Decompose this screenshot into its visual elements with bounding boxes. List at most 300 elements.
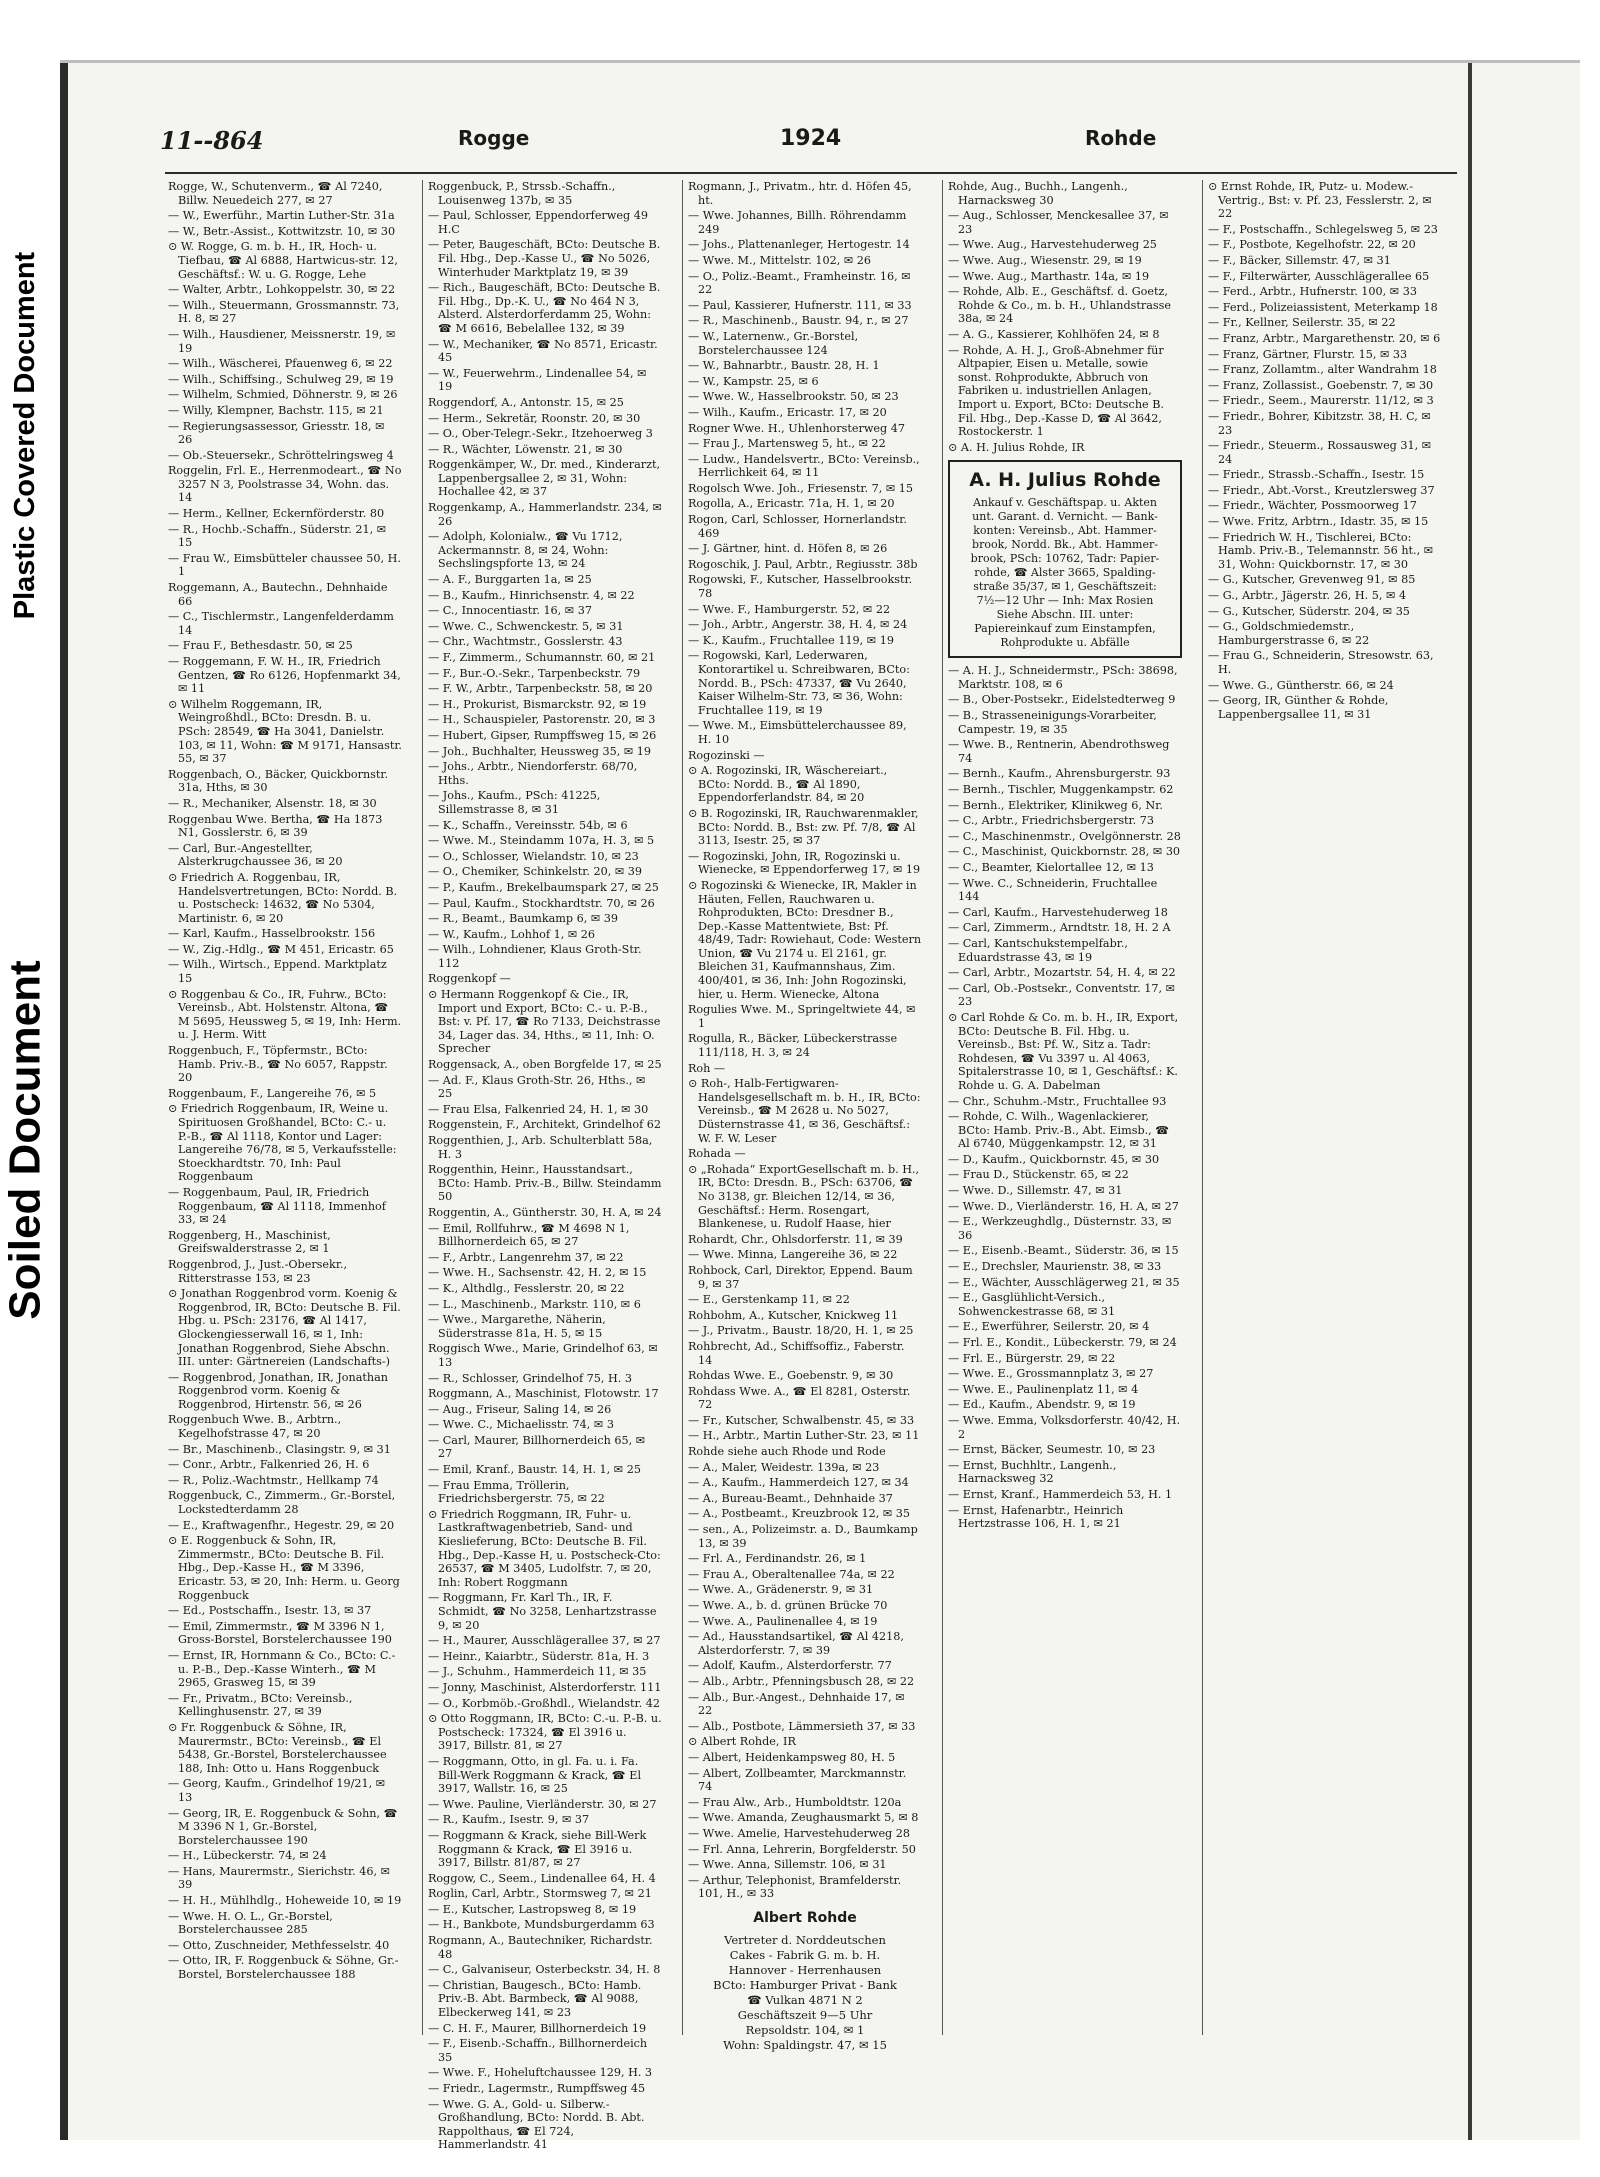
directory-entry: — F., Bäcker, Sillemstr. 47, ✉ 31 — [1208, 253, 1391, 267]
directory-entry: — Franz, Gärtner, Flurstr. 15, ✉ 33 — [1208, 347, 1408, 361]
directory-entry: — Frau A., Oberaltenallee 74a, ✉ 22 — [688, 1567, 895, 1581]
advert-line: BCto: Hamburger Privat - Bank — [713, 1977, 897, 1992]
directory-entry: ⊙ Otto Roggmann, IR, BCto: C.-u. P.-B. u. Postscheck: 17324, ☎ El 3916 u. 3917, Billstr. 81, ✉ 27 — [428, 1712, 662, 1753]
directory-entry: Rohbrecht, Ad., Schiffsoffiz., Faberstr. 14 — [688, 1339, 905, 1367]
directory-entry: — Friedr., Steuerm., Rossausweg 31, ✉ 24 — [1208, 439, 1432, 466]
directory-entry: Rogmann, J., Privatm., htr. d. Höfen 45, ht. — [688, 180, 912, 207]
directory-entry: — C., Maschinist, Quickbornstr. 28, ✉ 30 — [948, 845, 1181, 859]
page-margin-right — [1468, 60, 1580, 2140]
directory-entry: — Georg, Kaufm., Grindelhof 19/21, ✉ 13 — [168, 1777, 386, 1804]
soiled-document-label: Soiled Document — [0, 880, 52, 1400]
directory-entry: Roggenkamp, A., Hammerlandstr. 234, ✉ 26 — [428, 501, 662, 528]
directory-entry: — B., Kaufm., Hinrichsenstr. 4, ✉ 22 — [428, 588, 635, 602]
directory-entry: — A., Maler, Weidestr. 139a, ✉ 23 — [688, 1460, 880, 1474]
advert-box-line: konten: Vereinsb., Abt. Hammer- — [973, 524, 1157, 538]
directory-entry: — Wwe. M., Eimsbüttelerchaussee 89, H. 10 — [688, 719, 907, 746]
directory-entry: — Wwe. A., Paulinenallee 4, ✉ 19 — [688, 1614, 878, 1628]
directory-entry: — Johs., Arbtr., Niendorferstr. 68/70, Hths. — [428, 760, 638, 787]
directory-entry: — Wwe. M., Mittelstr. 102, ✉ 26 — [688, 253, 871, 267]
directory-entry: — Carl, Zimmerm., Arndtstr. 18, H. 2 A — [948, 921, 1171, 935]
directory-entry: — Johs., Kaufm., PSch: 41225, Sillemstrasse 8, ✉ 31 — [428, 789, 601, 816]
directory-entry: — W., Betr.-Assist., Kottwitzstr. 10, ✉ 30 — [168, 224, 396, 238]
directory-entry: — C., Beamter, Kielortallee 12, ✉ 13 — [948, 861, 1154, 874]
directory-entry: — Wwe. D., Vierländerstr. 16, H. A, ✉ 27 — [948, 1199, 1179, 1213]
directory-entry: — Wwe. Amelie, Harvestehuderweg 28 — [688, 1826, 911, 1840]
directory-entry: — Adolph, Kolonialw., ☎ Vu 1712, Ackermannstr. 8, ✉ 24, Wohn: Sechslingspforte 13, ✉ 24 — [428, 530, 623, 571]
directory-entry: — H., Lübeckerstr. 74, ✉ 24 — [168, 1849, 327, 1863]
directory-entry: — Wwe. Aug., Wiesenstr. 29, ✉ 19 — [948, 253, 1142, 267]
directory-entry: — E., Kraftwagenfhr., Hegestr. 29, ✉ 20 — [168, 1518, 395, 1532]
directory-entry: — Wwe. Johannes, Billh. Röhrendamm 249 — [688, 209, 907, 236]
directory-entry: Roggenstein, F., Architekt, Grindelhof 62 — [428, 1118, 662, 1132]
directory-entry: Rogulla, R., Bäcker, Lübeckerstrasse 111/118, H. 3, ✉ 24 — [688, 1032, 898, 1060]
directory-entry: Rohardt, Chr., Ohlsdorferstr. 11, ✉ 39 — [688, 1232, 903, 1246]
directory-entry: — Ludw., Handelsvertr., BCto: Vereinsb., Herrlichkeit 64, ✉ 11 — [688, 452, 920, 480]
directory-entry: Roggenbach, O., Bäcker, Quickbornstr. 31a, Hths, ✉ 30 — [168, 767, 389, 795]
directory-entry: — Wwe., Margarethe, Näherin, Süderstrasse 81a, H. 5, ✉ 15 — [428, 1313, 606, 1340]
directory-entry: — H., Schauspieler, Pastorenstr. 20, ✉ 3 — [428, 713, 656, 727]
directory-entry: — E., Eisenb.-Beamt., Süderstr. 36, ✉ 15 — [948, 1244, 1179, 1258]
directory-entry: — E., Ewerführer, Seilerstr. 20, ✉ 4 — [948, 1320, 1150, 1334]
directory-entry: — Wilh., Wäscherei, Pfauenweg 6, ✉ 22 — [168, 357, 393, 371]
advert-box-line: 7½—12 Uhr — Inh: Max Rosien — [976, 594, 1154, 608]
directory-entry: — Wwe. Aug., Harvestehuderweg 25 — [948, 238, 1157, 252]
directory-entry: ⊙ Rogozinski & Wienecke, IR, Makler in Häuten, Fellen, Rauchwaren u. Rohprodukten, BCto: Dresdner B., Dep.-Kasse Mattentwiete, Bst: Pf. 48/49, Tadr: Rowiehaut, Code: Western Union, ☎ Vu 2174 u. El 2161, gr. Bleichen 31, Kaufmannshaus, Zim. 400/401, ✉ 36, Inh: John Rogozinski, hier, u. Herm. Wienecke, Altona — [688, 878, 922, 1001]
directory-entry: — Frl. E., Bürgerstr. 29, ✉ 22 — [948, 1351, 1116, 1365]
advert-box-line: unt. Garant. d. Vernicht. — Bank- — [972, 510, 1158, 524]
directory-entry: — Wilhelm, Schmied, Döhnerstr. 9, ✉ 26 — [168, 388, 398, 402]
directory-entry: — Emil, Zimmermstr., ☎ M 3396 N 1, Gross-Borstel, Borstelerchaussee 190 — [168, 1619, 392, 1647]
directory-entry: — Paul, Kaufm., Stockhardtstr. 70, ✉ 26 — [428, 896, 655, 910]
directory-entry: — O., Chemiker, Schinkelstr. 20, ✉ 39 — [428, 865, 643, 879]
directory-entry: — Friedr., Lagermstr., Rumpffsweg 45 — [428, 2082, 646, 2095]
advert-line: Wohn: Spaldingstr. 47, ✉ 15 — [723, 2037, 887, 2052]
directory-entry: — Wwe. Emma, Volksdorferstr. 40/42, H. 2 — [948, 1413, 1181, 1441]
directory-entry: Roggemann, A., Bautechn., Dehnhaide 66 — [168, 581, 388, 608]
directory-column-3 — [688, 180, 922, 2052]
directory-entry: — Ernst, Bäcker, Seumestr. 10, ✉ 23 — [948, 1443, 1156, 1457]
directory-entry: — G., Kutscher, Grevenweg 91, ✉ 85 — [1208, 573, 1416, 587]
directory-entry: — Frau J., Martensweg 5, ht., ✉ 22 — [688, 437, 886, 451]
directory-entry: — Wwe. C., Schwenckestr. 5, ✉ 31 — [428, 619, 624, 633]
directory-entry: Rogolsch Wwe. Joh., Friesenstr. 7, ✉ 15 — [688, 481, 914, 495]
directory-entry: — W., Zig.-Hdlg., ☎ M 451, Ericastr. 65 — [168, 942, 394, 956]
directory-entry: — Wwe. Amanda, Zeughausmarkt 5, ✉ 8 — [688, 1811, 919, 1825]
directory-entry: — Carl, Ob.-Postsekr., Conventstr. 17, ✉ 23 — [948, 981, 1175, 1009]
advert-box-line: Papiereinkauf zum Einstampfen, — [974, 622, 1156, 636]
directory-entry: Rogmann, A., Bautechniker, Richardstr. 48 — [428, 1934, 653, 1961]
directory-entry: — Roggmann & Krack, siehe Bill-Werk Roggmann & Krack, ☎ El 3916 u. 3917, Billstr. 81/87, ✉ 27 — [428, 1828, 647, 1870]
directory-entry: — Roggenbrod, Jonathan, IR, Jonathan Roggenbrod vorm. Koenig & Roggenbrod, Hirtenstr. 56, ✉ 26 — [168, 1370, 388, 1411]
directory-entry: Rohde siehe auch Rhode und Rode — [688, 1445, 886, 1459]
advert-line: Geschäftszeit 9—5 Uhr — [737, 2007, 873, 2022]
directory-entry: — Frl. A., Ferdinandstr. 26, ✉ 1 — [688, 1552, 867, 1566]
directory-entry: — Joh., Buchhalter, Heussweg 35, ✉ 19 — [428, 744, 652, 758]
header-first-word: Rogge — [458, 126, 530, 150]
directory-entry: — Fr., Kutscher, Schwalbenstr. 45, ✉ 33 — [688, 1413, 915, 1427]
directory-entry: — A. H. J., Schneidermstr., PSch: 38698, Marktstr. 108, ✉ 6 — [948, 664, 1178, 691]
directory-entry: — G., Arbtr., Jägerstr. 26, H. 5, ✉ 4 — [1208, 589, 1407, 603]
directory-entry: — Wwe. F., Hoheluftchaussee 129, H. 3 — [428, 2066, 653, 2080]
page-number: 11--864 — [160, 126, 264, 155]
directory-entry: — E., Gerstenkamp 11, ✉ 22 — [688, 1293, 850, 1307]
directory-entry: ⊙ W. Rogge, G. m. b. H., IR, Hoch- u. Tiefbau, ☎ Al 6888, Hartwicus-str. 12, Geschäftsf.: W. u. G. Rogge, Lehe — [168, 240, 398, 281]
directory-entry: — F., Arbtr., Langenrehm 37, ✉ 22 — [428, 1250, 624, 1264]
directory-entry: Roggenbrod, J., Just.-Obersekr., Ritterstrasse 153, ✉ 23 — [168, 1257, 348, 1285]
column-4-entries-continued — [948, 664, 1182, 1530]
directory-entry: — A. G., Kassierer, Kohlhöfen 24, ✉ 8 — [948, 327, 1160, 341]
directory-entry: Roggenberg, H., Maschinist, Greifswalderstrasse 2, ✉ 1 — [168, 1228, 331, 1256]
directory-entry: — Georg, IR, Günther & Rohde, Lappenbergsallee 11, ✉ 31 — [1208, 694, 1389, 721]
directory-entry: — Hubert, Gipser, Rumpffsweg 15, ✉ 26 — [428, 728, 657, 742]
column-4-entries — [948, 180, 1182, 454]
directory-entry: Rohbock, Carl, Direktor, Eppend. Baum 9, ✉ 37 — [688, 1263, 913, 1291]
directory-entry: Rohdas Wwe. E., Goebenstr. 9, ✉ 30 — [688, 1369, 894, 1383]
directory-entry: — K., Althdlg., Fesslerstr. 20, ✉ 22 — [428, 1281, 625, 1295]
directory-entry: Rohde, Aug., Buchh., Langenh., Harnacksweg 30 — [948, 180, 1128, 207]
directory-entry: — J., Privatm., Baustr. 18/20, H. 1, ✉ 25 — [688, 1324, 914, 1338]
directory-entry: — Arthur, Telephonist, Bramfelderstr. 101, H., ✉ 33 — [688, 1873, 902, 1901]
directory-entry: — Br., Maschinenb., Clasingstr. 9, ✉ 31 — [168, 1442, 391, 1456]
directory-entry: ⊙ Albert Rohde, IR — [688, 1735, 796, 1749]
directory-entry: — Wwe. C., Schneiderin, Fruchtallee 144 — [948, 876, 1158, 904]
directory-entry: — Johs., Plattenanleger, Hertogestr. 14 — [688, 238, 910, 252]
directory-entry: — H., Arbtr., Martin Luther-Str. 23, ✉ 11 — [688, 1429, 920, 1443]
directory-entry: — R., Mechaniker, Alsenstr. 18, ✉ 30 — [168, 796, 377, 810]
directory-entry: Rogge, W., Schutenverm., ☎ Al 7240, Billw. Neuedeich 277, ✉ 27 — [168, 180, 383, 207]
directory-entry: — C., Tischlermstr., Langenfelderdamm 14 — [168, 610, 394, 637]
directory-entry: — Friedr., Bohrer, Kibitzstr. 38, H. C, ✉ 23 — [1208, 409, 1431, 437]
directory-entry: — Friedr., Strassb.-Schaffn., Isestr. 15 — [1208, 468, 1425, 482]
directory-entry: — Wilh., Schiffsing., Schulweg 29, ✉ 19 — [168, 372, 394, 386]
directory-entry: ⊙ A. H. Julius Rohde, IR — [948, 440, 1085, 454]
sidebar — [0, 0, 52, 2177]
directory-entry: — E., Gasglühlicht-Versich., Sohwenckestrasse 68, ✉ 31 — [948, 1291, 1116, 1318]
directory-entry: — A., Bureau-Beamt., Dehnhaide 37 — [688, 1491, 893, 1505]
directory-entry: ⊙ Friedrich A. Roggenbau, IR, Handelsvertretungen, BCto: Nordd. B. u. Postscheck: 14632, ☎ No 5304, Martinistr. 6, ✉ 20 — [168, 870, 398, 925]
page-header — [160, 126, 1460, 166]
directory-entry: — E., Werkzeughdlg., Düsternstr. 33, ✉ 36 — [948, 1215, 1172, 1242]
directory-entry: Roggenbaum, F., Langereihe 76, ✉ 5 — [168, 1086, 377, 1100]
directory-entry: ⊙ Roggenbau & Co., IR, Fuhrw., BCto: Vereinsb., Abt. Holstenstr. Altona, ☎ M 5695, Heussweg 5, ✉ 19, Inh: Herm. u. J. Herm. Witt — [168, 987, 402, 1042]
directory-entry: — G., Kutscher, Süderstr. 204, ✉ 35 — [1208, 604, 1410, 618]
directory-entry: — Willy, Klempner, Bachstr. 115, ✉ 21 — [168, 403, 384, 417]
page-edge-left — [60, 60, 68, 2140]
directory-entry: ⊙ Friedrich Roggmann, IR, Fuhr- u. Lastkraftwagenbetrieb, Sand- und Kieslieferung, BCto: Deutsche B. Fil. Hbg., Dep.-Kasse H, u. Postscheck-Cto: 26537, ☎ M 3405, Ludolfstr. 7, ✉ 20, Inh: Robert Roggmann — [428, 1507, 661, 1589]
directory-entry: — Rich., Baugeschäft, BCto: Deutsche B. Fil. Hbg., Dp.-K. U., ☎ No 464 N 3, Alsterd. Alsterdorferdamm 25, Wohn: ☎ M 6616, Bebelallee 132, ✉ 39 — [428, 281, 661, 335]
directory-entry: — Wwe. Anna, Sillemstr. 106, ✉ 31 — [688, 1858, 887, 1872]
directory-entry: — Jonny, Maschinist, Alsterdorferstr. 111 — [428, 1680, 662, 1694]
directory-entry: — Georg, IR, E. Roggenbuck & Sohn, ☎ M 3396 N 1, Gr.-Borstel, Borstelerchaussee 190 — [168, 1806, 398, 1847]
directory-entry: Roggentin, A., Güntherstr. 30, H. A, ✉ 24 — [428, 1205, 662, 1219]
directory-entry: — Frau Elsa, Falkenried 24, H. 1, ✉ 30 — [428, 1102, 649, 1116]
directory-entry: — Franz, Zollamtm., alter Wandrahm 18 — [1208, 363, 1437, 377]
directory-entry: — O., Ober-Telegr.-Sekr., Itzehoerweg 3 — [428, 427, 653, 441]
directory-entry: — Ernst, Kranf., Hammerdeich 53, H. 1 — [948, 1487, 1173, 1501]
directory-entry: — B., Ober-Postsekr., Eidelstedterweg 9 — [948, 693, 1176, 707]
directory-entry: — Frl. E., Kondit., Lübeckerstr. 79, ✉ 24 — [948, 1336, 1177, 1349]
directory-entry: — Paul, Schlosser, Eppendorferweg 49 H.C — [428, 209, 648, 236]
directory-entry: — C., Maschinenmstr., Ovelgönnerstr. 28 — [948, 829, 1181, 843]
directory-entry: — Frau Emma, Tröllerin, Friedrichsbergerstr. 75, ✉ 22 — [428, 1478, 605, 1506]
header-year: 1924 — [780, 126, 842, 151]
directory-entry: — H., Bankbote, Mundsburgerdamm 63 — [428, 1918, 655, 1932]
directory-entry: — Aug., Schlosser, Menckesallee 37, ✉ 23 — [948, 209, 1169, 236]
advert-line: Vertreter d. Norddeutschen — [724, 1932, 886, 1947]
directory-entry: — Ferd., Polizeiassistent, Meterkamp 18 — [1208, 300, 1438, 314]
header-last-word: Rohde — [1085, 126, 1157, 150]
directory-entry: — Herm., Sekretär, Roonstr. 20, ✉ 30 — [428, 411, 641, 425]
directory-column-5 — [1208, 180, 1442, 2030]
julius-rohde-advert-box — [948, 460, 1182, 658]
advert-box-line: Siehe Abschn. III. unter: — [996, 608, 1134, 622]
directory-entry: — Wwe. G. A., Gold- u. Silberw.-Großhandlung, BCto: Nordd. B. Abt. Rappolthaus, ☎ El 724, Hammerlandstr. 41 — [428, 2097, 645, 2152]
directory-entry: — F. W., Arbtr., Tarpenbeckstr. 58, ✉ 20 — [428, 682, 653, 696]
directory-entry: — Bernh., Tischler, Muggenkampstr. 62 — [948, 783, 1174, 797]
directory-entry: — F., Postbote, Kegelhofstr. 22, ✉ 20 — [1208, 238, 1416, 252]
directory-entry: — Wwe. H. O. L., Gr.-Borstel, Borstelerchaussee 285 — [168, 1909, 333, 1937]
directory-entry: — Paul, Kassierer, Hufnerstr. 111, ✉ 33 — [688, 298, 912, 312]
directory-entry: Rogner Wwe. H., Uhlenhorsterweg 47 — [688, 421, 905, 435]
advert-box-line: Rohprodukte u. Abfälle — [1000, 636, 1130, 650]
directory-entry: — R., Hochb.-Schaffn., Süderstr. 21, ✉ 15 — [168, 522, 387, 550]
directory-entry: — Wwe. Pauline, Vierländerstr. 30, ✉ 27 — [428, 1797, 657, 1811]
albert-rohde-advert — [688, 1909, 922, 2053]
directory-entry: — Ernst, IR, Hornmann & Co., BCto: C.- u. P.-B., Dep.-Kasse Winterh., ☎ M 2965, Grasweg 15, ✉ 39 — [168, 1648, 396, 1690]
directory-entry: Roggelin, Frl. E., Herrenmodeart., ☎ No 3257 N 3, Poolstrasse 34, Wohn. das. 14 — [168, 464, 402, 505]
directory-entry: — Chr., Wachtmstr., Gosslerstr. 43 — [428, 635, 623, 649]
directory-entry: — R., Beamt., Baumkamp 6, ✉ 39 — [428, 912, 618, 926]
directory-entry: — K., Kaufm., Fruchtallee 119, ✉ 19 — [688, 633, 894, 647]
directory-entry: — Peter, Baugeschäft, BCto: Deutsche B. Fil. Hbg., Dep.-Kasse U., ☎ No 5026, Winterhuder Marktplatz 19, ✉ 39 — [428, 238, 661, 279]
directory-entry: — C., Galvaniseur, Osterbeckstr. 34, H. 8 — [428, 1963, 661, 1977]
directory-entry: ⊙ Carl Rohde & Co. m. b. H., IR, Export, BCto: Deutsche B. Fil. Hbg. u. Vereinsb., Bst: Pf. W., Sitz a. Tadr: Rohdesen, ☎ Vu 3397 u. Al 4063, Spitalerstrasse 10, ✉ 1, Geschäftsf.: K. Rohde u. G. A. Dabelman — [948, 1010, 1179, 1092]
directory-entry: — Ad. F., Klaus Groth-Str. 26, Hths., ✉ 25 — [428, 1073, 646, 1101]
directory-entry: Roggenbuck, C., Zimmerm., Gr.-Borstel, Lockstedterdamm 28 — [168, 1489, 396, 1517]
directory-entry: ⊙ Fr. Roggenbuck & Söhne, IR, Maurermstr., BCto: Vereinsb., ☎ El 5438, Gr.-Borstel, Borstelerchaussee 188, Inh: Otto u. Hans Roggenbuck — [168, 1720, 387, 1775]
directory-entry: — Rogozinski, John, IR, Rogozinski u. Wienecke, ✉ Eppendorferweg 17, ✉ 19 — [688, 849, 921, 877]
directory-entry: — Frl. Anna, Lehrerin, Borgfelderstr. 50 — [688, 1842, 916, 1856]
directory-entry: — Regierungsassessor, Griesstr. 18, ✉ 26 — [168, 419, 385, 447]
directory-entry: — Aug., Friseur, Saling 14, ✉ 26 — [428, 1402, 612, 1416]
directory-entry: Rogozinski — — [688, 748, 765, 762]
directory-entry: — Wwe. A., b. d. grünen Brücke 70 — [688, 1599, 888, 1612]
directory-entry: — R., Kaufm., Isestr. 9, ✉ 37 — [428, 1813, 590, 1827]
directory-entry: — Wwe. Fritz, Arbtrn., Idastr. 35, ✉ 15 — [1208, 515, 1429, 529]
advert-box-line: rohde, ☎ Alster 3665, Spalding- — [974, 566, 1156, 580]
advert-line: Hannover - Herrenhausen — [728, 1962, 882, 1977]
directory-entry: ⊙ E. Roggenbuck & Sohn, IR, Zimmermstr., BCto: Deutsche B. Fil. Hbg., Dep.-Kasse H., ☎ M 3396, Ericastr. 53, ✉ 20, Inh: Herm. u. Georg Roggenbuck — [168, 1534, 400, 1602]
directory-entry: — Frau F., Bethesdastr. 50, ✉ 25 — [168, 639, 353, 653]
directory-entry: — Wwe. F., Hamburgerstr. 52, ✉ 22 — [688, 602, 891, 616]
directory-entry: — Chr., Schuhm.-Mstr., Fruchtallee 93 — [948, 1094, 1167, 1108]
directory-entry: — Joh., Arbtr., Angerstr. 38, H. 4, ✉ 24 — [688, 618, 908, 632]
column-divider — [682, 180, 683, 2035]
directory-entry: — Rohde, Alb. E., Geschäftsf. d. Goetz, Rohde & Co., m. b. H., Uhlandstrasse 38a, ✉ 24 — [948, 285, 1172, 326]
directory-entry: — Emil, Kranf., Baustr. 14, H. 1, ✉ 25 — [428, 1463, 641, 1477]
column-divider — [1202, 180, 1203, 2035]
directory-entry: — W., Feuerwehrm., Lindenallee 54, ✉ 19 — [428, 366, 647, 394]
directory-entry: — O., Poliz.-Beamt., Framheinstr. 16, ✉ 22 — [688, 269, 911, 297]
page-edge-top — [60, 60, 1580, 63]
advert-line: ☎ Vulkan 4871 N 2 — [747, 1992, 863, 2007]
directory-entry: Rogon, Carl, Schlosser, Hornerlandstr. 469 — [688, 513, 907, 540]
directory-entry: — W., Ewerführ., Martin Luther-Str. 31a — [168, 209, 395, 223]
directory-entry: — P., Kaufm., Brekelbaumspark 27, ✉ 25 — [428, 880, 659, 894]
directory-entry: — Otto, Zuschneider, Methfesselstr. 40 — [168, 1938, 390, 1952]
directory-entry: — D., Kaufm., Quickbornstr. 45, ✉ 30 — [948, 1152, 1160, 1166]
directory-entry: — Fr., Kellner, Seilerstr. 35, ✉ 22 — [1208, 316, 1396, 330]
directory-entry: — Bernh., Elektriker, Klinikweg 6, Nr. — [948, 798, 1163, 812]
directory-entry: ⊙ B. Rogozinski, IR, Rauchwarenmakler, BCto: Nordd. B., Bst: zw. Pf. 7/8, ☎ Al 3113, Isestr. 25, ✉ 37 — [688, 806, 919, 848]
directory-entry: Rohdass Wwe. A., ☎ El 8281, Osterstr. 72 — [688, 1384, 911, 1412]
directory-entry: — Wwe. G., Güntherstr. 66, ✉ 24 — [1208, 678, 1394, 692]
directory-entry: Roggenthien, J., Arb. Schulterblatt 58a, H. 3 — [428, 1134, 653, 1161]
advert-line: Cakes - Fabrik G. m. b. H. — [729, 1947, 881, 1962]
directory-entry: Rogowski, F., Kutscher, Hasselbrookstr. 78 — [688, 573, 913, 601]
directory-entry: — Albert, Heidenkampsweg 80, H. 5 — [688, 1750, 896, 1764]
directory-entry: — C., Arbtr., Friedrichsbergerstr. 73 — [948, 814, 1155, 828]
directory-entry: — Wwe. D., Sillemstr. 47, ✉ 31 — [948, 1184, 1123, 1198]
directory-entry: — Franz, Zollassist., Goebenstr. 7, ✉ 30 — [1208, 378, 1434, 392]
directory-entry: — C. H. F., Maurer, Billhornerdeich 19 — [428, 2021, 647, 2035]
directory-entry: Rogolla, A., Ericastr. 71a, H. 1, ✉ 20 — [688, 497, 895, 511]
directory-entry: — Otto, IR, F. Roggenbuck & Söhne, Gr.-Borstel, Borstelerchaussee 188 — [168, 1954, 399, 1982]
directory-column-1 — [168, 180, 402, 2030]
header-divider — [165, 172, 1457, 174]
advert-box-line: Ankauf v. Geschäftspap. u. Akten — [972, 496, 1158, 510]
directory-entry: — Ernst, Hafenarbtr., Heinrich Hertzstrasse 106, H. 1, ✉ 21 — [948, 1503, 1124, 1531]
directory-entry: — W., Kampstr. 25, ✉ 6 — [688, 374, 819, 388]
directory-entry: — Bernh., Kaufm., Ahrensburgerstr. 93 — [948, 767, 1171, 781]
directory-entry: — F., Postschaffn., Schlegelsweg 5, ✉ 23 — [1208, 222, 1438, 236]
directory-entry: — Ferd., Arbtr., Hufnerstr. 100, ✉ 33 — [1208, 285, 1417, 299]
directory-entry: Rohbohm, A., Kutscher, Knickweg 11 — [688, 1308, 899, 1322]
plastic-covered-label: Plastic Covered Document — [9, 251, 42, 619]
directory-entry: — Franz, Arbtr., Margarethenstr. 20, ✉ 6 — [1208, 331, 1441, 345]
directory-entry: — Wilh., Hausdiener, Meissnerstr. 19, ✉ 19 — [168, 327, 396, 355]
directory-entry: — E., Wächter, Ausschlägerweg 21, ✉ 35 — [948, 1275, 1180, 1289]
directory-entry: — F., Filterwärter, Ausschlägerallee 65 — [1208, 269, 1430, 283]
directory-entry: — Frau G., Schneiderin, Stresowstr. 63, H. — [1208, 649, 1434, 676]
directory-column-2 — [428, 180, 662, 2152]
directory-entry: — Herm., Kellner, Eckernförderstr. 80 — [168, 507, 385, 521]
directory-entry: — Friedrich W. H., Tischlerei, BCto: Hamb. Priv.-B., Telemannstr. 56 ht., ✉ 31, Wohn: Quickbornstr. 17, ✉ 30 — [1208, 530, 1434, 571]
directory-entry: ⊙ „Rohada“ ExportGesellschaft m. b. H., IR, BCto: Dresdn. B., PSch: 63706, ☎ No 3138, gr. Bleichen 12/14, ✉ 36, Geschäftsf.: Herm. Rosengart, Blankenese, u. Rudolf Haase, hier — [688, 1162, 920, 1231]
directory-entry: Roggenkopf — — [428, 972, 511, 986]
directory-entry: — A., Kaufm., Hammerdeich 127, ✉ 34 — [688, 1476, 909, 1490]
directory-entry: — E., Drechsler, Maurienstr. 38, ✉ 33 — [948, 1260, 1162, 1274]
directory-entry: — Ed., Postschaffn., Isestr. 13, ✉ 37 — [168, 1604, 372, 1618]
directory-entry: — R., Poliz.-Wachtmstr., Hellkamp 74 — [168, 1473, 379, 1487]
directory-entry: — F., Zimmerm., Schumannstr. 60, ✉ 21 — [428, 651, 656, 664]
directory-entry: — J., Schuhm., Hammerdeich 11, ✉ 35 — [428, 1665, 647, 1679]
directory-entry: — Rogowski, Karl, Lederwaren, Kontorartikel u. Schreibwaren, BCto: Nordd. B., PSch: 47337, ☎ Vu 2640, Kaiser Wilhelm-Str. 73, ✉ 36, Wohn: Fruchtallee 119, ✉ 19 — [688, 649, 910, 717]
directory-entry: — Wwe. C., Michaelisstr. 74, ✉ 3 — [428, 1418, 614, 1432]
directory-entry: — Alb., Bur.-Angest., Dehnhaide 17, ✉ 22 — [688, 1690, 905, 1718]
directory-entry: — E., Kutscher, Lastropsweg 8, ✉ 19 — [428, 1902, 637, 1916]
directory-entry: — Carl, Maurer, Billhornerdeich 65, ✉ 27 — [428, 1433, 646, 1461]
directory-entry: — Wwe. A., Grädenerstr. 9, ✉ 31 — [688, 1583, 874, 1597]
advert-box-title: A. H. Julius Rohde — [969, 469, 1161, 492]
directory-entry: — H., Prokurist, Bismarckstr. 92, ✉ 19 — [428, 697, 647, 711]
directory-entry: — Roggmann, Fr. Karl Th., IR, F. Schmidt, ☎ No 3258, Lenhartzstrasse 9, ✉ 20 — [428, 1591, 657, 1632]
advert-box-line: straße 35/37, ✉ 1, Geschäftszeit: — [973, 580, 1157, 594]
directory-entry: — J. Gärtner, hint. d. Höfen 8, ✉ 26 — [688, 542, 888, 556]
column-divider — [422, 180, 423, 2035]
directory-entry: — Wwe. E., Grossmannplatz 3, ✉ 27 — [948, 1367, 1154, 1381]
directory-entry: — W., Mechaniker, ☎ No 8571, Ericastr. 45 — [428, 337, 658, 365]
directory-entry: — Frau Alw., Arb., Humboldtstr. 120a — [688, 1795, 902, 1809]
directory-entry: — W., Kaufm., Lohhof 1, ✉ 26 — [428, 927, 596, 941]
directory-entry: — C., Innocentiastr. 16, ✉ 37 — [428, 604, 592, 618]
directory-entry: — W., Bahnarbtr., Baustr. 28, H. 1 — [688, 359, 880, 373]
directory-entry: — Wwe. B., Rentnerin, Abendrothsweg 74 — [948, 738, 1170, 765]
directory-entry: — W., Laternenw., Gr.-Borstel, Borstelerchaussee 124 — [688, 329, 859, 357]
directory-entry: — L., Maschinenb., Markstr. 110, ✉ 6 — [428, 1297, 641, 1311]
directory-entry: — Frau W., Eimsbütteler chaussee 50, H. 1 — [168, 551, 401, 579]
directory-entry: — K., Schaffn., Vereinsstr. 54b, ✉ 6 — [428, 818, 628, 832]
directory-entry: — Wilh., Lohndiener, Klaus Groth-Str. 112 — [428, 943, 642, 970]
directory-entry: — Adolf, Kaufm., Alsterdorferstr. 77 — [688, 1659, 892, 1673]
directory-entry: Roggow, C., Seem., Lindenallee 64, H. 4 — [428, 1871, 656, 1885]
directory-entry: — Wwe. Minna, Langereihe 36, ✉ 22 — [688, 1248, 898, 1262]
directory-entry: — Roggenbaum, Paul, IR, Friedrich Roggenbaum, ☎ Al 1118, Immenhof 33, ✉ 24 — [168, 1185, 386, 1227]
directory-entry: — Frau D., Stückenstr. 65, ✉ 22 — [948, 1168, 1129, 1182]
directory-entry: — Alb., Postbote, Lämmersieth 37, ✉ 33 — [688, 1719, 916, 1733]
directory-entry: — Roggmann, Otto, in gl. Fa. u. i. Fa. Bill-Werk Roggmann & Krack, ☎ El 3917, Wallstr. 16, ✉ 25 — [428, 1754, 642, 1796]
directory-entry: — Friedr., Abt.-Vorst., Kreutzlersweg 37 — [1208, 483, 1435, 497]
directory-entry: — Karl, Kaufm., Hasselbrookstr. 156 — [168, 927, 376, 941]
directory-entry: Rogulies Wwe. M., Springeltwiete 44, ✉ 1 — [688, 1003, 916, 1030]
directory-entry: — Rohde, C. Wilh., Wagenlackierer, BCto: Hamb. Priv.-B., Abt. Eimsb., ☎ Al 6740, Müggenkampstr. 12, ✉ 31 — [948, 1110, 1170, 1151]
directory-entry: Roggenbuch Wwe. B., Arbtrn., Kegelhofstrasse 47, ✉ 20 — [168, 1413, 342, 1441]
directory-entry: — F., Bur.-O.-Sekr., Tarpenbeckstr. 79 — [428, 666, 641, 680]
column-divider — [942, 180, 943, 2035]
advert-line: Repsoldstr. 104, ✉ 1 — [745, 2022, 865, 2037]
directory-entry: — Christian, Baugesch., BCto: Hamb. Priv.-B. Abt. Barmbeck, ☎ Al 9088, Elbeckerweg 141, ✉ 23 — [428, 1978, 642, 2020]
directory-entry: — Wwe. E., Paulinenplatz 11, ✉ 4 — [948, 1382, 1139, 1396]
directory-entry: — Carl, Bur.-Angestellter, Alsterkrugchaussee 36, ✉ 20 — [168, 841, 343, 869]
directory-entry: Rohada — — [688, 1147, 746, 1161]
directory-entry: — R., Maschinenb., Baustr. 94, r., ✉ 27 — [688, 314, 909, 328]
directory-entry: — Ed., Kaufm., Abendstr. 9, ✉ 19 — [948, 1398, 1136, 1412]
directory-entry: — A., Postbeamt., Kreuzbrook 12, ✉ 35 — [688, 1507, 911, 1521]
directory-column-4 — [948, 180, 1182, 2030]
directory-entry: — Wilh., Kaufm., Ericastr. 17, ✉ 20 — [688, 405, 887, 419]
directory-entry: — Wwe. W., Hasselbrookstr. 50, ✉ 23 — [688, 390, 899, 404]
directory-entry: — Hans, Maurermstr., Sierichstr. 46, ✉ 39 — [168, 1864, 390, 1892]
directory-entry: ⊙ Hermann Roggenkopf & Cie., IR, Import und Export, BCto: C.- u. P.-B., Bst: v. Pf. 17, ☎ Ro 7133, Deichstrasse 34, Lager das. 34, Hths., ✉ 11, Inh: O. Sprecher — [428, 988, 661, 1056]
directory-entry: — F., Eisenb.-Schaffn., Billhornerdeich 35 — [428, 2037, 648, 2064]
directory-entry: — Alb., Arbtr., Pfenningsbusch 28, ✉ 22 — [688, 1674, 915, 1688]
directory-entry: Roggisch Wwe., Marie, Grindelhof 63, ✉ 13 — [428, 1342, 658, 1369]
directory-entry: — H., Maurer, Ausschlägerallee 37, ✉ 27 — [428, 1634, 661, 1648]
directory-entry: Roggendorf, A., Antonstr. 15, ✉ 25 — [428, 395, 624, 409]
directory-entry: Roggenbuck, P., Strssb.-Schaffn., Louisenweg 137b, ✉ 35 — [428, 180, 616, 207]
directory-entry: — Wwe. M., Steindamm 107a, H. 3, ✉ 5 — [428, 834, 655, 848]
directory-entry: ⊙ A. Rogozinski, IR, Wäschereiart., BCto: Nordd. B., ☎ Al 1890, Eppendorferlandstr. 84, ✉ 20 — [688, 764, 888, 805]
directory-entry: ⊙ Friedrich Roggenbaum, IR, Weine u. Spirituosen Großhandel, BCto: C.- u. P.-B., ☎ Al 1118, Kontor und Lager: Langereihe 76/78, ✉ 5, Verkaufsstelle: Stoeckhardtstr. 70, Inh: Paul Roggenbaum — [168, 1102, 397, 1184]
directory-entry: — Wilh., Steuermann, Grossmannstr. 73, H. 8, ✉ 27 — [168, 298, 400, 326]
directory-entry: — O., Korbmöb.-Großhdl., Wielandstr. 42 — [428, 1696, 660, 1710]
directory-entry: — Ad., Hausstandsartikel, ☎ Al 4218, Alsterdorferstr. 7, ✉ 39 — [688, 1630, 904, 1657]
directory-entry: — Heinr., Kaiarbtr., Süderstr. 81a, H. 3 — [428, 1649, 650, 1663]
directory-entry: — Emil, Rollfuhrw., ☎ M 4698 N 1, Billhornerdeich 65, ✉ 27 — [428, 1221, 630, 1249]
directory-entry: — Roggemann, F. W. H., IR, Friedrich Gentzen, ☎ Ro 6126, Hopfenmarkt 34, ✉ 11 — [168, 655, 401, 696]
directory-entry: Roh — — [688, 1061, 726, 1075]
directory-entry: — Wilh., Wirtsch., Eppend. Marktplatz 15 — [168, 958, 387, 986]
